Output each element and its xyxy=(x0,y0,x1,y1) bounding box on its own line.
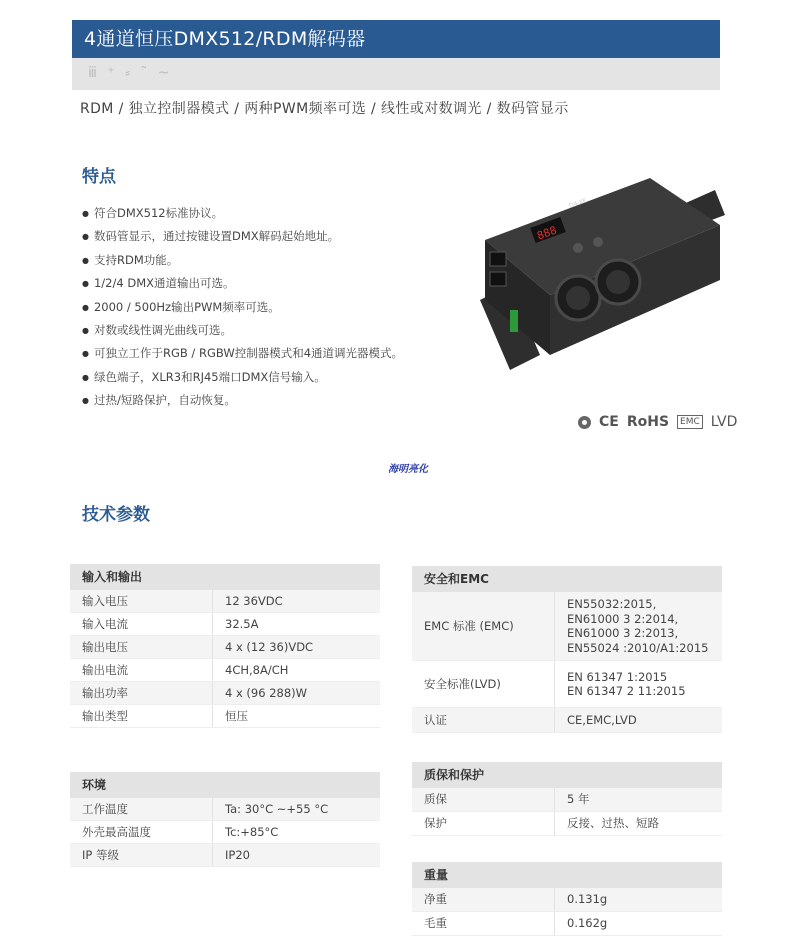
row-key: 输出电压 xyxy=(70,636,213,658)
io-table-title: 输入和输出 xyxy=(70,564,380,590)
emc-standard: EN55032:2015, xyxy=(567,597,657,611)
io-table xyxy=(70,564,380,728)
row-value: 反接、过热、短路 xyxy=(567,816,659,830)
table-row xyxy=(70,705,380,728)
row-value: 4 x (12 36)VDC xyxy=(225,640,314,654)
row-value: CE,EMC,LVD xyxy=(567,713,637,727)
feature-item: ● 符合DMX512标准协议。 xyxy=(82,202,403,225)
ce-logo: CE xyxy=(599,414,619,430)
env-table-title: 环境 xyxy=(70,772,380,798)
row-key: 毛重 xyxy=(412,912,555,935)
feature-item: ● 可独立工作于RGB / RGBW控制器模式和4通道调光器模式。 xyxy=(82,342,403,365)
row-key: EMC 标准 (EMC) xyxy=(412,592,555,660)
row-key: 保护 xyxy=(412,812,555,835)
feature-item: ● 过热/短路保护，自动恢复。 xyxy=(82,389,403,412)
subtitle: RDM / 独立控制器模式 / 两种PWM频率可选 / 线性或对数调光 / 数码管显示 xyxy=(80,101,569,117)
weight-table-title: 重量 xyxy=(412,862,722,888)
row-value: 4 x (96 288)W xyxy=(225,686,308,700)
table-row xyxy=(412,912,722,936)
table-row xyxy=(412,708,722,733)
env-table xyxy=(70,772,380,867)
row-key: IP 等级 xyxy=(70,844,213,866)
emc-logo: EMC xyxy=(677,415,703,429)
row-key: 安全标准(LVD) xyxy=(412,661,555,707)
row-key: 输入电流 xyxy=(70,613,213,635)
table-row xyxy=(412,888,722,912)
row-value: 12 36VDC xyxy=(225,594,283,608)
warranty-table xyxy=(412,762,722,836)
table-row xyxy=(412,812,722,836)
row-key: 外壳最高温度 xyxy=(70,821,213,843)
feature-item: ● 支持RDM功能。 xyxy=(82,249,403,272)
lvd-standard: EN 61347 2 11:2015 xyxy=(567,684,686,698)
table-row xyxy=(70,613,380,636)
feature-item: ● 2000 / 500Hz输出PWM频率可选。 xyxy=(82,296,403,319)
row-key: 输出功率 xyxy=(70,682,213,704)
watermark: 海明亮化 xyxy=(388,464,428,475)
header-band xyxy=(72,58,720,90)
safety-table xyxy=(412,566,722,733)
row-key: 输出电流 xyxy=(70,659,213,681)
row-value xyxy=(555,597,722,655)
table-row xyxy=(70,844,380,867)
lvd-standard: EN 61347 1:2015 xyxy=(567,669,668,684)
row-value xyxy=(555,670,722,699)
feature-item: ● 数码管显示，通过按键设置DMX解码起始地址。 xyxy=(82,225,403,248)
rohs-logo: RoHS xyxy=(626,414,670,430)
row-value: 恒压 xyxy=(225,709,248,723)
display-digits: 888 xyxy=(535,223,559,243)
product-image xyxy=(470,170,730,370)
table-row xyxy=(412,788,722,812)
row-value: 5 年 xyxy=(567,792,590,806)
table-row xyxy=(70,798,380,821)
row-key: 输出类型 xyxy=(70,705,213,727)
row-key: 工作温度 xyxy=(70,798,213,820)
row-value: 0.131g xyxy=(567,892,608,906)
page-title: 4通道恒压DMX512/RDM解码器 xyxy=(72,20,720,58)
features-heading: 特点 xyxy=(82,167,116,187)
row-value: 0.162g xyxy=(567,916,608,930)
emc-standard: EN61000 3 2:2013, xyxy=(567,626,679,640)
emc-standard: EN55024 :2010/A1:2015 xyxy=(567,640,709,655)
row-value: Tc:+85°C xyxy=(225,825,279,839)
feature-item: ● 绿色端子，XLR3和RJ45端口DMX信号输入。 xyxy=(82,366,403,389)
certification-logos xyxy=(578,414,737,430)
feature-item: ● 对数或线性调光曲线可选。 xyxy=(82,319,403,342)
feature-item: ● 1/2/4 DMX通道输出可选。 xyxy=(82,272,403,295)
table-row xyxy=(412,661,722,708)
table-row xyxy=(70,682,380,705)
row-value: IP20 xyxy=(225,848,250,862)
weight-table xyxy=(412,862,722,936)
row-key: 质保 xyxy=(412,788,555,811)
row-key: 输入电压 xyxy=(70,590,213,612)
cert-circle-icon xyxy=(578,416,591,429)
table-row xyxy=(412,592,722,661)
emc-standard: EN61000 3 2:2014, xyxy=(567,611,679,626)
row-value: Ta: 30°C ~+55 °C xyxy=(225,802,329,816)
specs-heading: 技术参数 xyxy=(82,505,150,525)
table-row xyxy=(70,821,380,844)
lvd-logo: LVD xyxy=(710,414,738,430)
safety-table-title: 安全和EMC xyxy=(412,566,722,592)
warranty-table-title: 质保和保护 xyxy=(412,762,722,788)
table-row xyxy=(70,659,380,682)
row-key: 认证 xyxy=(412,708,555,732)
row-key: 净重 xyxy=(412,888,555,911)
table-row xyxy=(70,636,380,659)
row-value: 32.5A xyxy=(225,617,259,631)
row-value: 4CH,8A/CH xyxy=(225,663,289,677)
features-list xyxy=(82,202,403,413)
table-row xyxy=(70,590,380,613)
band-scribble: ⅲ ⁺ ⸗ ˜ ~ xyxy=(88,65,173,81)
device-model: D4-XE xyxy=(568,197,588,210)
